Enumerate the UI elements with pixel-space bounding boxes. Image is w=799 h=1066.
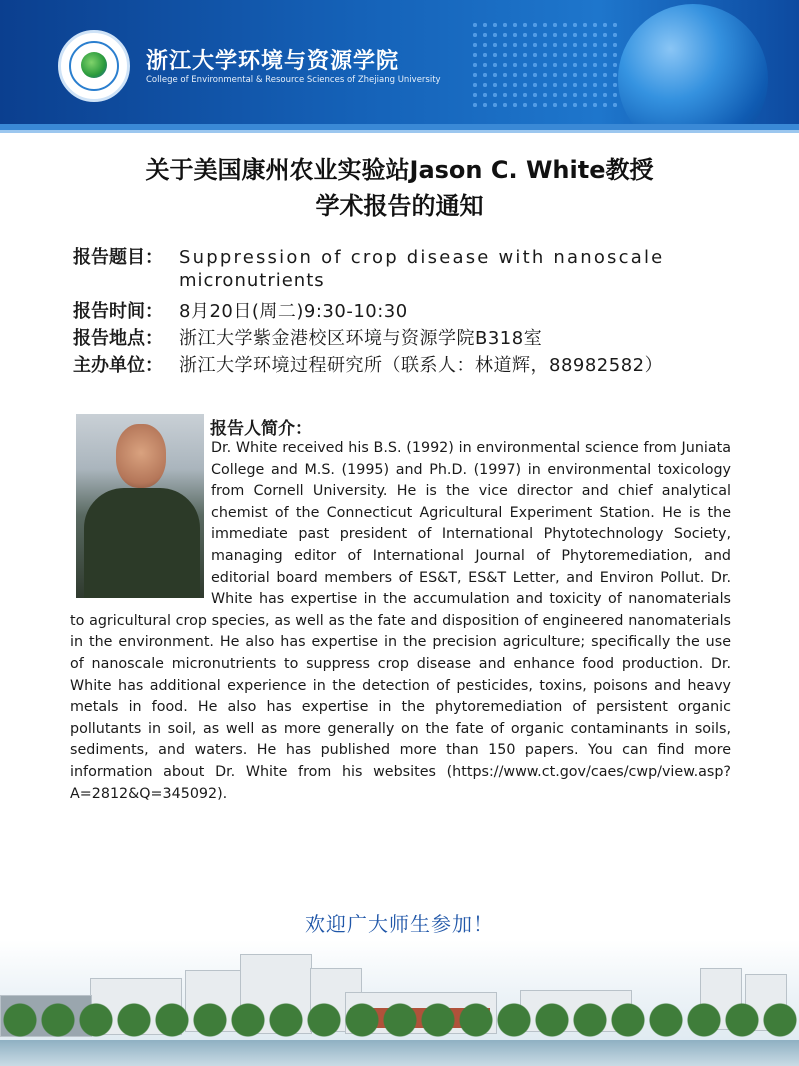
campus-lake (0, 1040, 799, 1066)
topic-value-continued: micronutrients (179, 270, 325, 291)
bio-text: Dr. White received his B.S. (1992) in environmental science from Juniata College and M.S. (1995) and Ph.D. (1997) in environmental toxicology from Cornell University. He is the vice director and chief analytical chemist of the Connecticut Agricultural Experiment Station. He is the immediate past president of International Phytotechnology Society, managing editor of International Journal of Phytoremediation, and editorial board members of ES&T, ES&T Letter, and Environ Pollut. Dr. White has expertise in the accumulation and toxicity of nanomaterials to agricultural crop species, as well as the fate and disposition of engineered nanomaterials in the environment. He also has expertise in the precision agriculture; specifically the use of nanoscale micronutrients to suppress crop disease and enhance food production. Dr. White has additional experience in the detection of pesticides, toxins, poisons and heavy metals in food. He also has expertise in the phytoremediation of persistent organic pollutants in soil, as well as more generally on the fate of organic contaminants in soils, sediments, and waters. He has published more than 150 papers. You can find more information about Dr. White from his websites (https://www.ct.gov/caes/cwp/view.asp?A=2812&Q=345092). (70, 440, 731, 802)
photo-spacer (70, 438, 211, 610)
college-name-cn: 浙江大学环境与资源学院 (146, 49, 400, 74)
notice-title-line2: 学术报告的通知 (315, 192, 484, 220)
place-value: 浙江大学紫金港校区环境与资源学院B318室 (179, 328, 543, 349)
time-label: 报告时间： (73, 301, 163, 322)
campus-trees (0, 1000, 799, 1045)
bio-heading: 报告人简介： (210, 419, 312, 439)
host-label: 主办单位： (73, 355, 163, 376)
bio-paragraph (70, 438, 731, 805)
topic-row (73, 243, 664, 269)
topic-label: 报告题目： (73, 247, 163, 268)
header-divider-light (0, 130, 799, 133)
college-name-en: College of Environmental & Resource Sciences of Zhejiang University (146, 75, 441, 85)
welcome-message: 欢迎广大师生参加！ (305, 912, 494, 936)
time-row (73, 297, 408, 323)
notice-title-line1: 关于美国康州农业实验站Jason C. White教授 (145, 156, 654, 184)
place-label: 报告地点： (73, 328, 163, 349)
globe-graphic (618, 4, 768, 124)
host-value: 浙江大学环境过程研究所（联系人：林道辉，88982582） (179, 355, 664, 376)
host-row (73, 351, 663, 377)
campus-illustration (0, 940, 799, 1066)
time-value: 8月20日(周二)9:30-10:30 (179, 301, 408, 322)
topic-value: Suppression of crop disease with nanoscale (179, 247, 665, 268)
header-banner (0, 0, 799, 124)
digital-pattern-decoration (470, 20, 620, 110)
college-logo-icon (58, 30, 130, 102)
place-row (73, 324, 542, 350)
logo-emblem (81, 52, 107, 78)
